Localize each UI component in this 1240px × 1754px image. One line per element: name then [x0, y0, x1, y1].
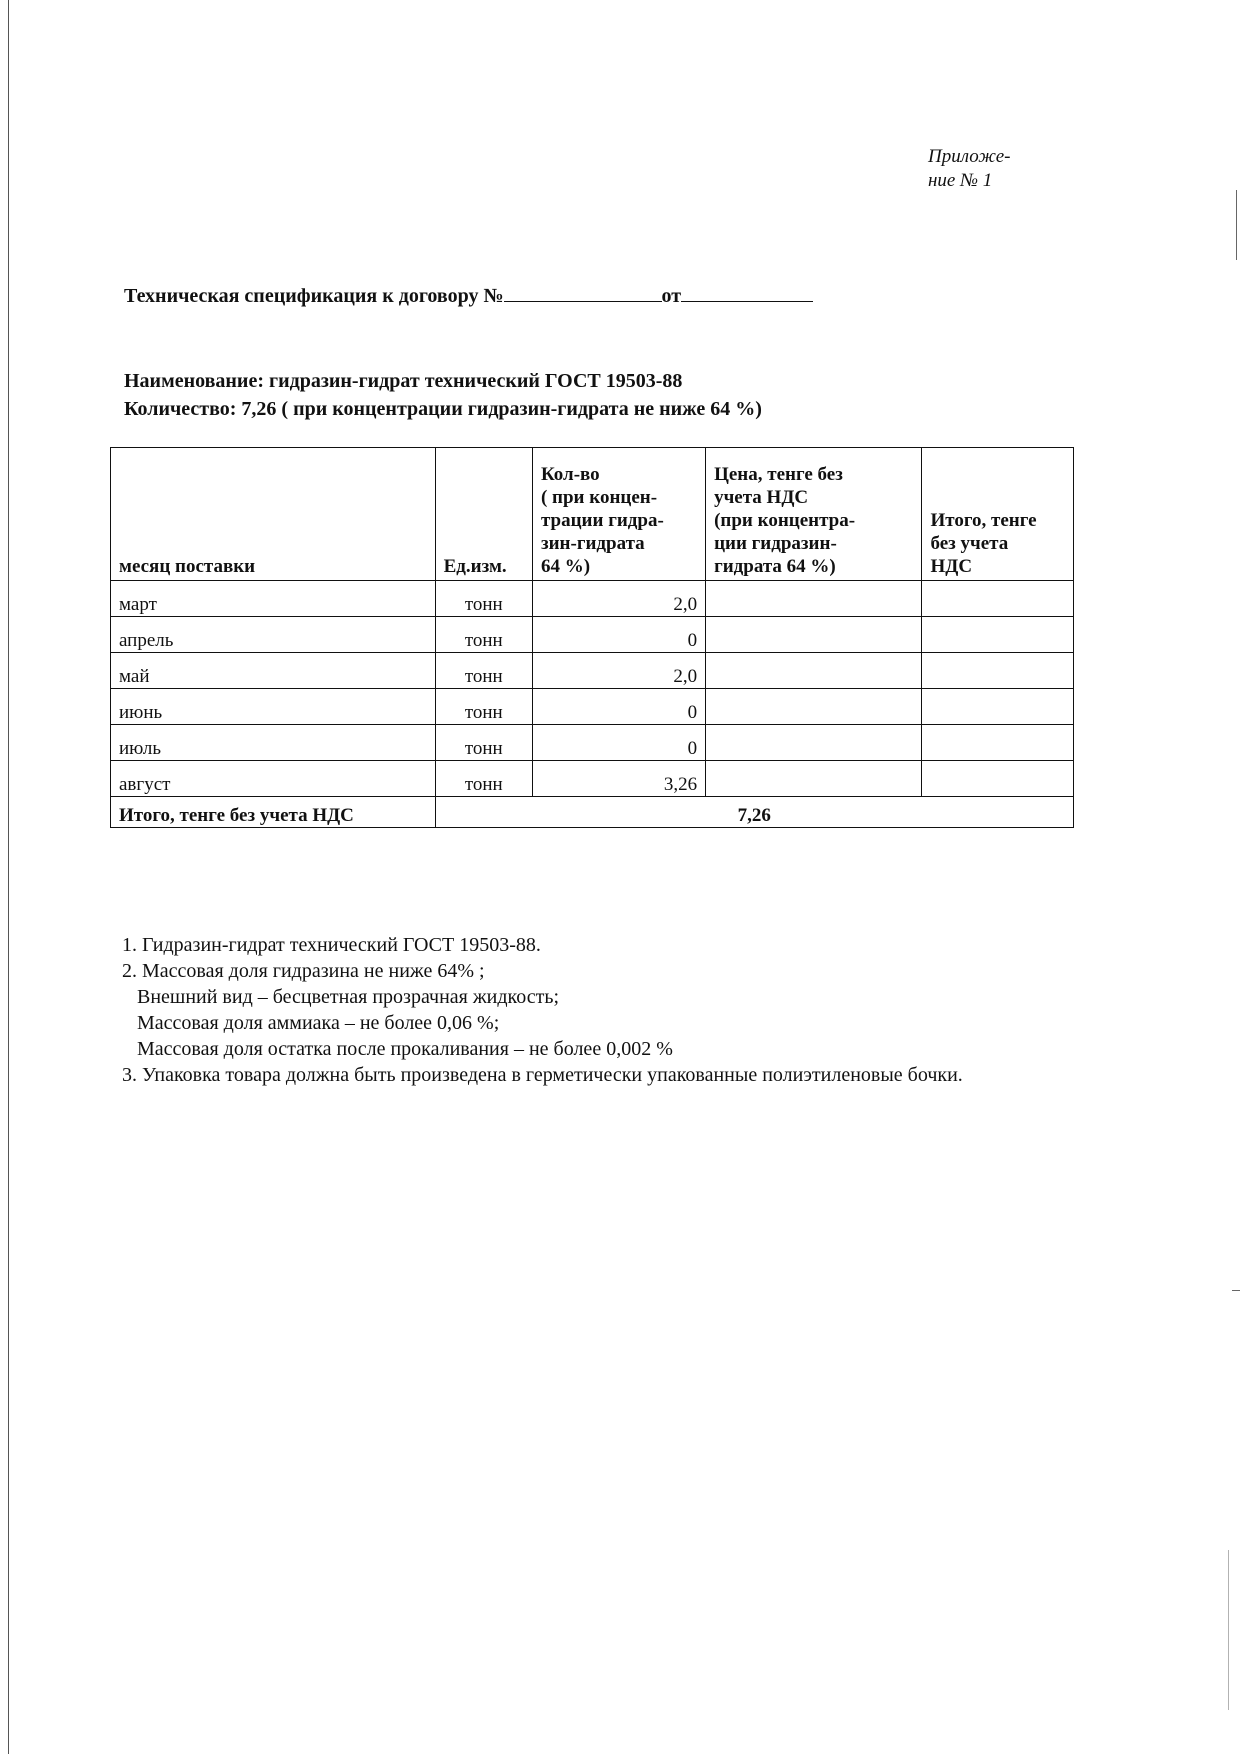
scan-edge-mark: [1232, 1290, 1240, 1291]
product-info: [124, 367, 762, 423]
header-price-line: Цена, тенге без: [714, 464, 843, 485]
header-qty-line: ( при концен-: [540, 487, 658, 508]
table-row: [111, 653, 1074, 689]
note-item: 3. Упаковка товара должна быть произведена в герметически упакованные полиэтиленовые бочки.: [122, 1064, 963, 1086]
header-price-line: гидрата 64 %): [714, 556, 836, 577]
appendix-line2: ние № 1: [928, 170, 993, 191]
cell-month: апрель: [111, 617, 436, 653]
table-total-row: [111, 797, 1074, 828]
cell-month: июнь: [111, 689, 436, 725]
scan-edge-line: [8, 0, 9, 1754]
header-qty: [532, 448, 705, 581]
header-qty-line: Кол-во: [540, 464, 600, 485]
cell-price: [706, 581, 922, 617]
appendix-label: [928, 145, 1010, 193]
total-value: 7,26: [435, 797, 1073, 828]
cell-qty: 0: [532, 689, 705, 725]
cell-total: [922, 689, 1074, 725]
header-month: месяц поставки: [111, 448, 436, 581]
cell-month: август: [111, 761, 436, 797]
cell-price: [706, 761, 922, 797]
cell-price: [706, 617, 922, 653]
header-price: [706, 448, 922, 581]
cell-qty: 3,26: [532, 761, 705, 797]
table-row: [111, 689, 1074, 725]
header-total-line: НДС: [930, 556, 973, 577]
product-name: Наименование: гидразин-гидрат технический ГОСТ 19503-88: [124, 370, 683, 392]
header-price-line: ции гидразин-: [714, 533, 837, 554]
header-total: [922, 448, 1074, 581]
scan-edge-mark: [1228, 1550, 1229, 1710]
header-qty-line: 64 %): [540, 556, 591, 577]
cell-total: [922, 581, 1074, 617]
table-row: [111, 581, 1074, 617]
title-from: от: [661, 285, 682, 307]
cell-total: [922, 617, 1074, 653]
note-item: 2. Массовая доля гидразина не ниже 64% ;: [122, 960, 485, 982]
cell-month: июль: [111, 725, 436, 761]
title-text: Техническая спецификация к договору №: [124, 285, 504, 307]
cell-unit: тонн: [435, 581, 532, 617]
note-item: 1. Гидразин-гидрат технический ГОСТ 19503-88.: [122, 934, 541, 956]
document-title: [124, 283, 813, 308]
cell-qty: 0: [532, 725, 705, 761]
cell-total: [922, 653, 1074, 689]
cell-month: май: [111, 653, 436, 689]
cell-total: [922, 761, 1074, 797]
contract-number-blank: [504, 283, 662, 302]
cell-qty: 0: [532, 617, 705, 653]
header-unit: Ед.изм.: [435, 448, 532, 581]
cell-total: [922, 725, 1074, 761]
note-item: Массовая доля аммиака – не более 0,06 %;: [137, 1012, 500, 1034]
header-price-line: учета НДС: [714, 487, 809, 508]
cell-price: [706, 725, 922, 761]
header-qty-line: зин-гидрата: [540, 533, 645, 554]
cell-month: март: [111, 581, 436, 617]
specification-notes: [122, 932, 963, 1088]
cell-unit: тонн: [435, 761, 532, 797]
table-row: [111, 725, 1074, 761]
specification-table: [110, 447, 1074, 828]
cell-qty: 2,0: [532, 653, 705, 689]
header-total-line: Итого, тенге: [930, 510, 1037, 531]
cell-unit: тонн: [435, 653, 532, 689]
table-row: [111, 761, 1074, 797]
table-row: [111, 617, 1074, 653]
cell-price: [706, 689, 922, 725]
contract-date-blank: [681, 283, 813, 302]
header-qty-line: трации гидра-: [540, 510, 664, 531]
scan-edge-mark: [1236, 190, 1237, 260]
note-item: Внешний вид – бесцветная прозрачная жидкость;: [137, 986, 560, 1008]
cell-unit: тонн: [435, 689, 532, 725]
total-label: Итого, тенге без учета НДС: [111, 797, 436, 828]
appendix-line1: Приложе-: [928, 146, 1011, 167]
header-price-line: (при концентра-: [714, 510, 856, 531]
cell-price: [706, 653, 922, 689]
table-header-row: [111, 448, 1074, 581]
cell-unit: тонн: [435, 725, 532, 761]
cell-unit: тонн: [435, 617, 532, 653]
product-quantity: Количество: 7,26 ( при концентрации гидразин-гидрата не ниже 64 %): [124, 398, 762, 420]
header-total-line: без учета: [930, 533, 1009, 554]
cell-qty: 2,0: [532, 581, 705, 617]
note-item: Массовая доля остатка после прокаливания – не более 0,002 %: [137, 1038, 673, 1060]
